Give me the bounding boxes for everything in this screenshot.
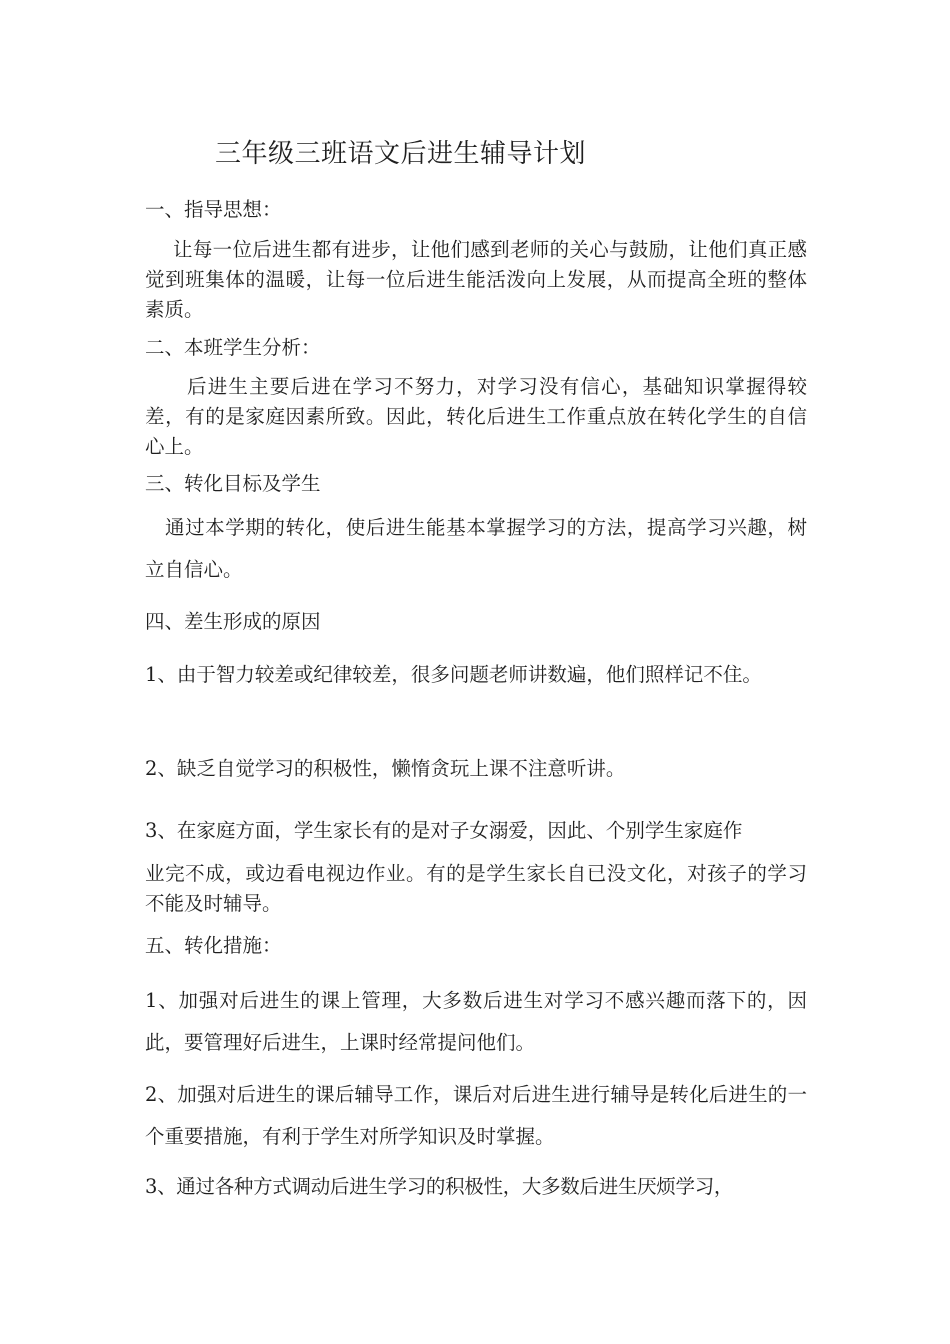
section-4-item-3-line-1: 3、在家庭方面，学生家长有的是对子女溺爱，因此、个别学生家庭作 <box>145 819 743 842</box>
section-4-item-3-rest: 业完不成，或边看电视边作业。有的是学生家长自已没文化，对孩子的学习不能及时辅导。 <box>145 862 807 915</box>
document-title: 三年级三班语文后进生辅导计划 <box>215 139 587 169</box>
section-3-heading: 三、转化目标及学生 <box>145 472 321 495</box>
section-4-heading: 四、差生形成的原因 <box>145 610 321 633</box>
section-5-item-3: 3、通过各种方式调动后进生学习的积极性，大多数后进生厌烦学习， <box>145 1175 734 1198</box>
section-1-body: 让每一位后进生都有进步，让他们感到老师的关心与鼓励，让他们真正感觉到班集体的温暖，让每一位后进生能活泼向上发展，从而提高全班的整体素质。 <box>145 238 807 321</box>
section-5-item-1: 1、加强对后进生的课上管理，大多数后进生对学习不感兴趣而落下的，因此，要管理好后进生，上课时经常提问他们。 <box>145 989 807 1054</box>
section-4-item-2: 2、缺乏自觉学习的积极性，懒惰贪玩上课不注意听讲。 <box>145 757 626 780</box>
section-2-heading: 二、本班学生分析： <box>145 336 321 359</box>
section-1-heading: 一、指导思想： <box>145 198 282 221</box>
section-2-body: 后进生主要后进在学习不努力，对学习没有信心，基础知识掌握得较差，有的是家庭因素所致。因此，转化后进生工作重点放在转化学生的自信心上。 <box>145 375 807 458</box>
section-5-heading: 五、转化措施： <box>145 934 282 957</box>
section-5-item-2: 2、加强对后进生的课后辅导工作，课后对后进生进行辅导是转化后进生的一个重要措施，有利于学生对所学知识及时掌握。 <box>145 1083 807 1148</box>
section-4-item-1: 1、由于智力较差或纪律较差，很多问题老师讲数遍，他们照样记不住。 <box>145 663 762 686</box>
section-3-body: 通过本学期的转化，使后进生能基本掌握学习的方法，提高学习兴趣，树立自信心。 <box>145 516 807 581</box>
